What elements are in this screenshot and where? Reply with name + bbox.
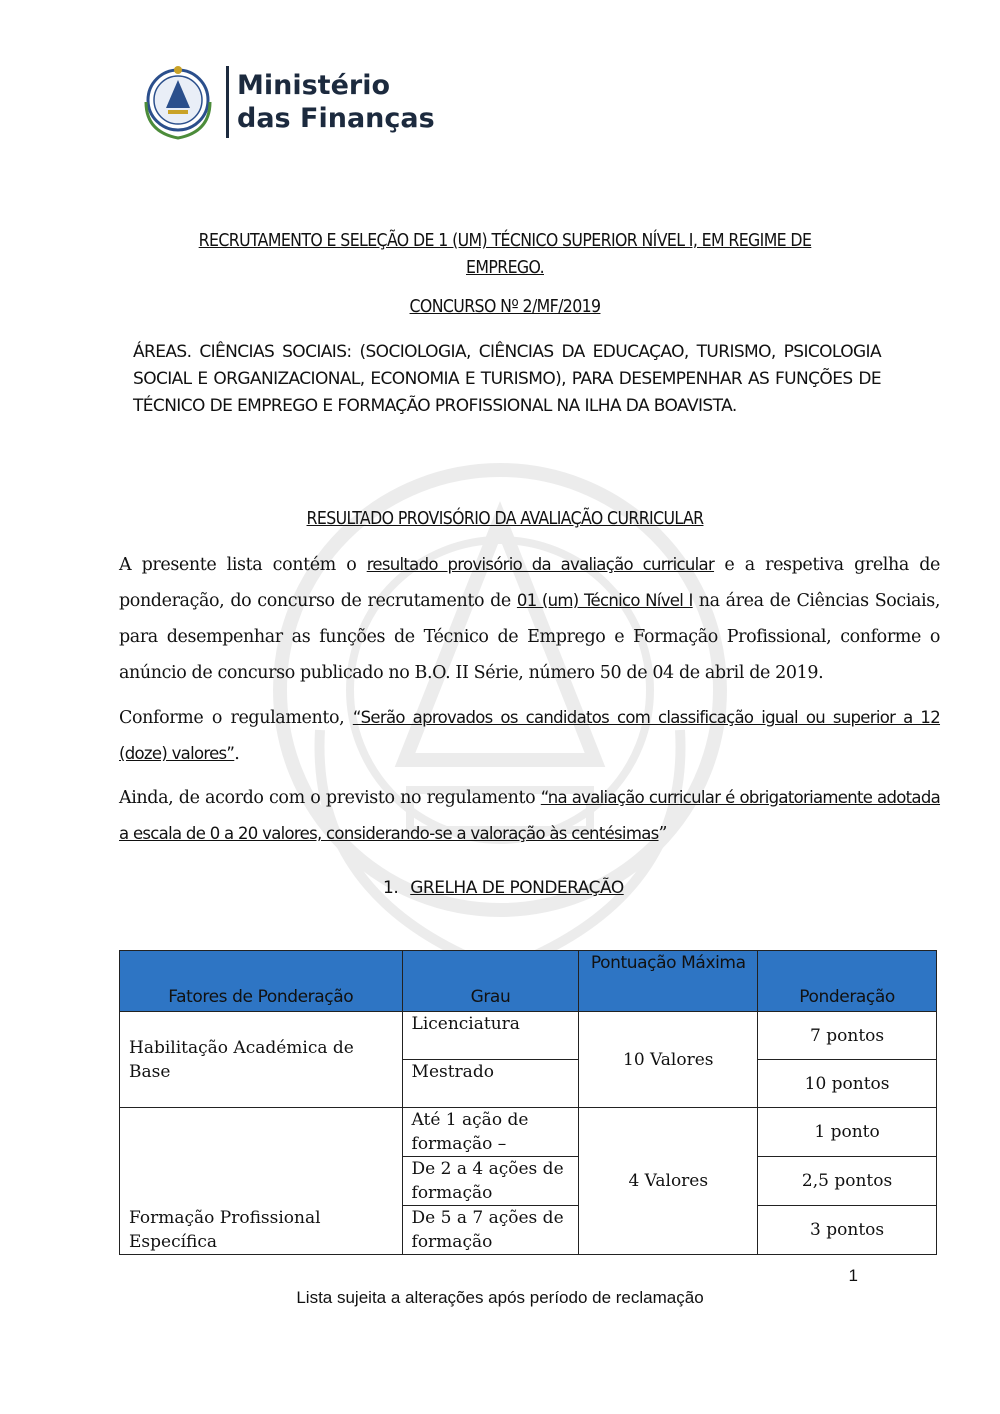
grade-cell: De 5 a 7 ações de formação xyxy=(402,1206,579,1255)
grade-cell: Mestrado xyxy=(402,1060,579,1108)
header-weight: Ponderação xyxy=(758,951,937,1012)
seal-icon xyxy=(138,62,218,142)
document-title xyxy=(120,228,890,282)
brand-text xyxy=(237,69,435,135)
intro-text-2: e a respetiva grelha de ponderação, do concurso de recrutamento de xyxy=(119,555,941,611)
table-row xyxy=(120,1108,937,1157)
header-max-score: Pontuação Máxima xyxy=(579,951,758,1012)
grade-cell: Até 1 ação de formação – xyxy=(402,1108,579,1157)
section-number: 1. xyxy=(383,878,399,898)
title-line-1: RECRUTAMENTO E SELEÇÃO DE 1 (UM) TÉCNICO SUPERIOR NÍVEL I, EM REGIME DE xyxy=(198,231,812,251)
brand-divider xyxy=(226,66,229,138)
table-row xyxy=(120,1012,937,1060)
intro-paragraph xyxy=(119,547,940,691)
intro-highlight-2: 01 (um) Técnico Nível I xyxy=(516,591,693,610)
regulation-highlight: “Serão aprovados os candidatos com classificação igual ou superior a 12 (doze) valores” xyxy=(119,708,941,763)
header-factors: Fatores de Ponderação xyxy=(120,951,403,1012)
table-header-row xyxy=(120,951,937,1012)
result-heading: RESULTADO PROVISÓRIO DA AVALIAÇÃO CURRICULAR xyxy=(306,509,704,529)
intro-highlight-1: resultado provisório da avaliação curricular xyxy=(366,555,715,574)
contest-number: CONCURSO Nº 2/MF/2019 xyxy=(409,297,601,317)
header-grade: Grau xyxy=(402,951,579,1012)
grade-cell: De 2 a 4 ações de formação xyxy=(402,1157,579,1206)
weight-cell: 2,5 pontos xyxy=(758,1157,937,1206)
intro-text-1: A presente lista contém o xyxy=(119,555,367,575)
weight-cell: 3 pontos xyxy=(758,1206,937,1255)
grade-cell: Licenciatura xyxy=(402,1012,579,1060)
regulation-text-1: Conforme o regulamento, xyxy=(119,708,353,728)
brand-line-2: das Finanças xyxy=(237,103,435,134)
title-line-2: EMPREGO. xyxy=(466,258,544,278)
max-score-cell: 4 Valores xyxy=(579,1108,758,1255)
page-number: 1 xyxy=(848,1266,858,1285)
regulation-text-2: . xyxy=(234,744,240,764)
scale-highlight: “na avaliação curricular é obrigatoriamente adotada a escala de 0 a 20 valores, considerando-se a valoração às centésimas xyxy=(119,788,941,843)
weight-cell: 1 ponto xyxy=(758,1108,937,1157)
ministry-logo xyxy=(138,62,435,142)
factor-cell: Formação Profissional Específica xyxy=(120,1108,403,1255)
regulation-paragraph xyxy=(119,700,940,772)
section-heading xyxy=(383,878,624,898)
weight-cell: 10 pontos xyxy=(758,1060,937,1108)
max-score-cell: 10 Valores xyxy=(579,1012,758,1108)
scale-paragraph xyxy=(119,780,940,852)
areas-description: ÁREAS. CIÊNCIAS SOCIAIS: (SOCIOLOGIA, CIÊNCIAS DA EDUCAÇAO, TURISMO, PSICOLOGIA SOCIAL E ORGANIZACIONAL, ECONOMIA E TURISMO), PARA DESEMPENHAR AS FUNÇÕES DE TÉCNICO DE EMPREGO E FORMAÇÃO PROFISSIONAL NA ILHA DA BOAVISTA. xyxy=(133,342,881,416)
footer-note: Lista sujeita a alterações após período de reclamação xyxy=(296,1288,704,1307)
weighting-table xyxy=(119,950,937,1255)
section-label: GRELHA DE PONDERAÇÃO xyxy=(410,878,624,898)
brand-line-1: Ministério xyxy=(237,70,391,101)
scale-text-2: ” xyxy=(658,824,668,844)
intro-text-3: na área de Ciências Sociais, para desempenhar as funções de Técnico de Emprego e Formação Profissional, conforme o anúncio de concurso publicado no B.O. II Série, número 50 de 04 de abril de 2019. xyxy=(119,591,940,683)
factor-cell: Habilitação Académica de Base xyxy=(120,1012,403,1108)
scale-text-1: Ainda, de acordo com o previsto no regulamento xyxy=(119,788,541,808)
weight-cell: 7 pontos xyxy=(758,1012,937,1060)
